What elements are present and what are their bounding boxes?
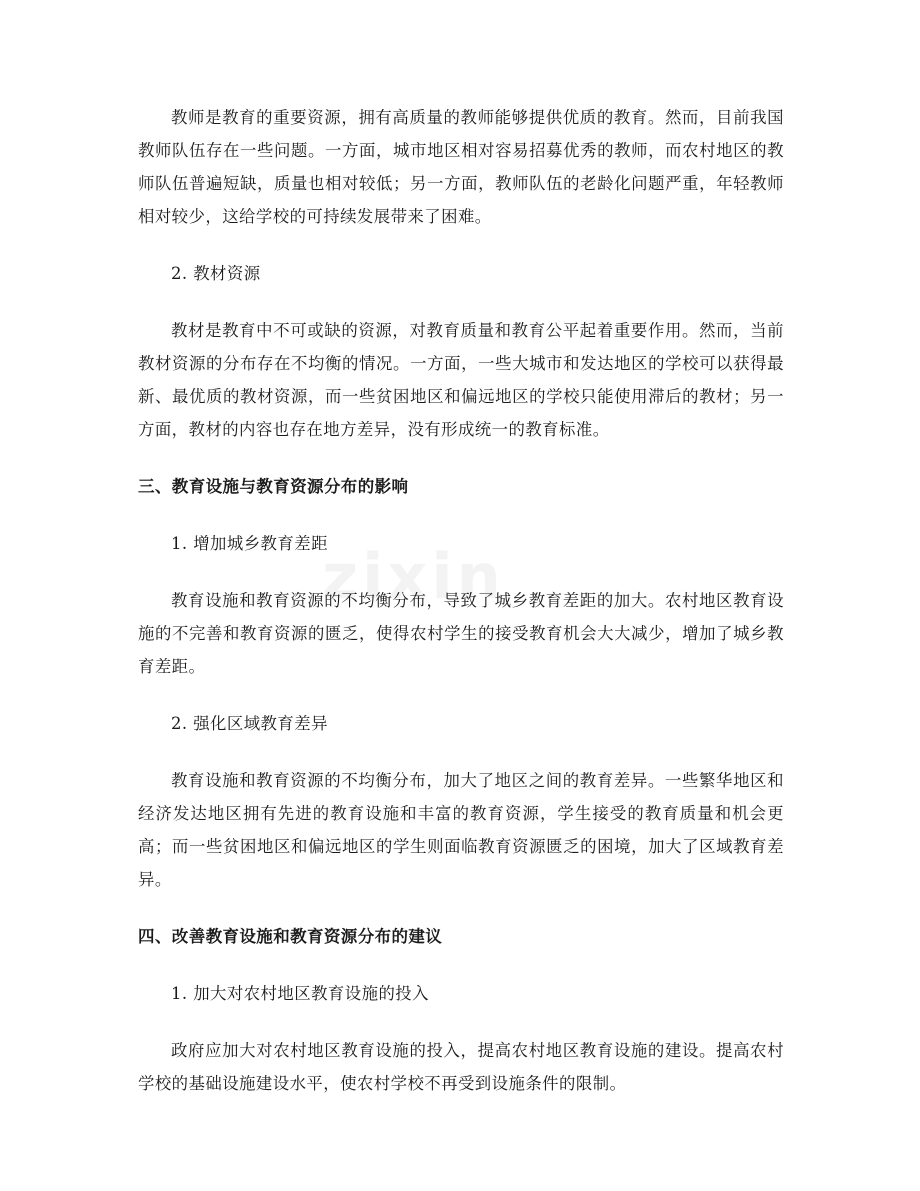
subheading-textbook-resources: 2. 教材资源 [171,264,261,283]
paragraph-teachers: 教师是教育的重要资源，拥有高质量的教师能够提供优质的教育。然而，目前我国教师队伍存在一些问题。一方面，城市地区相对容易招募优秀的教师，而农村地区的教师队伍普遍短缺，质量也相对较低；另一方面，教师队伍的老龄化问题严重，年轻教师相对较少，这给学校的可持续发展带来了困难。 [138,108,784,226]
subheading-rural-investment: 1. 加大对农村地区教育设施的投入 [171,984,429,1003]
section-heading-impact: 三、教育设施与教育资源分布的影响 [138,477,409,496]
paragraph-rural-investment: 政府应加大对农村地区教育设施的投入，提高农村地区教育设施的建设。提高农村学校的基础设施建设水平，使农村学校不再受到设施条件的限制。 [138,1041,784,1093]
paragraph-regional-difference: 教育设施和教育资源的不均衡分布，加大了地区之间的教育差异。一些繁华地区和经济发达地区拥有先进的教育设施和丰富的教育资源，学生接受的教育质量和机会更高；而一些贫困地区和偏远地区的学生则面临教育资源匮乏的困境，加大了区域教育差异。 [138,771,784,889]
document-body [138,101,784,1124]
paragraph-textbooks: 教材是教育中不可或缺的资源，对教育质量和教育公平起着重要作用。然而，当前教材资源的分布存在不均衡的情况。一方面，一些大城市和发达地区的学校可以获得最新、最优质的教材资源，而一些贫困地区和偏远地区的学校只能使用滞后的教材；另一方面，教材的内容也存在地方差异，没有形成统一的教育标准。 [138,321,784,439]
subheading-regional-difference: 2. 强化区域教育差异 [171,714,328,733]
paragraph-urban-rural-gap: 教育设施和教育资源的不均衡分布，导致了城乡教育差距的加大。农村地区教育设施的不完善和教育资源的匮乏，使得农村学生的接受教育机会大大减少，增加了城乡教育差距。 [138,591,784,676]
section-heading-suggestions: 四、改善教育设施和教育资源分布的建议 [138,927,443,946]
watermark: zixin [322,540,505,613]
subheading-urban-rural-gap: 1. 增加城乡教育差距 [171,534,328,553]
